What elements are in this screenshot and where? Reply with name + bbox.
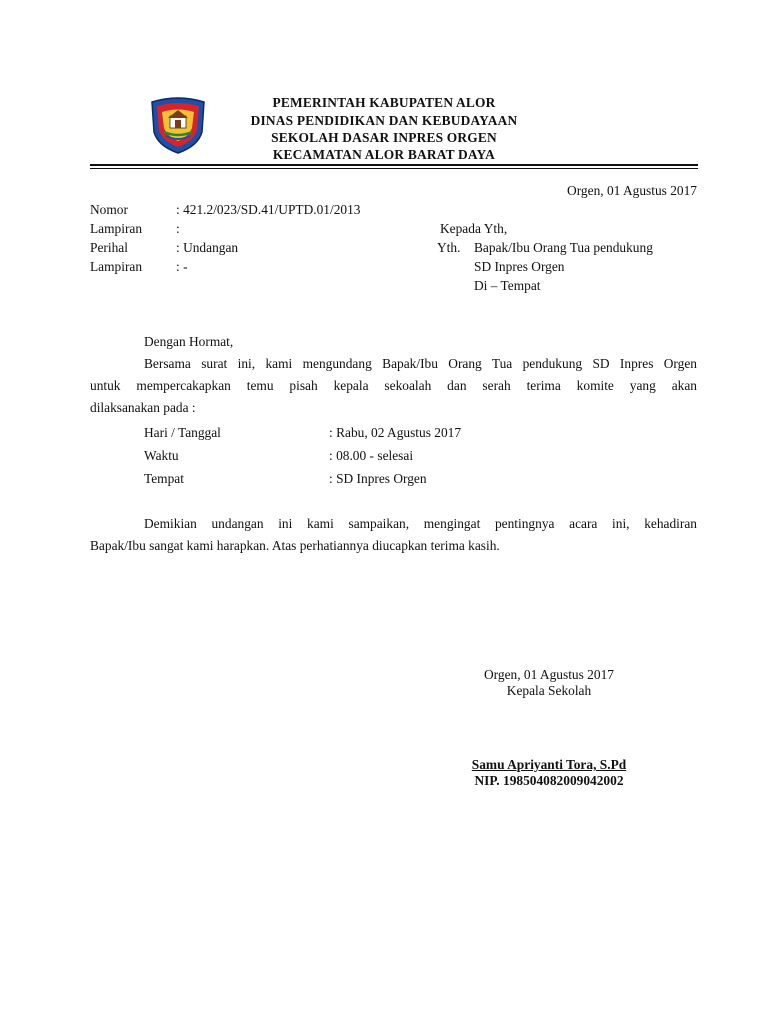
- recipient-line-1: Bapak/Ibu Orang Tua pendukung: [474, 240, 653, 255]
- meta-value-lampiran-2: : -: [176, 259, 188, 274]
- recipient-greeting: Kepada Yth,: [440, 221, 508, 236]
- paragraph-invitation: [90, 353, 697, 419]
- paragraph-2-line-1: Demikian undangan ini kami sampaikan, mengingat pentingnya acara ini, kehadiran: [144, 516, 697, 531]
- meta-label-nomor: Nomor: [90, 202, 128, 217]
- detail-label-date: Hari / Tanggal: [144, 425, 221, 440]
- signature-place-date: Orgen, 01 Agustus 2017: [484, 667, 614, 682]
- letterhead-line-1: PEMERINTAH KABUPATEN ALOR: [272, 95, 496, 110]
- recipient-yth-label: Yth.: [437, 240, 461, 255]
- signature-position: Kepala Sekolah: [506, 683, 592, 698]
- meta-value-lampiran: :: [176, 221, 180, 236]
- letterhead-line-2: DINAS PENDIDIKAN DAN KEBUDAYAAN: [250, 113, 518, 128]
- meta-value-perihal: : Undangan: [176, 240, 239, 255]
- detail-value-date: : Rabu, 02 Agustus 2017: [329, 425, 462, 440]
- paragraph-closing: [90, 513, 697, 557]
- letterhead-line-3: SEKOLAH DASAR INPRES ORGEN: [271, 130, 497, 145]
- letter-date: Orgen, 01 Agustus 2017: [567, 183, 697, 198]
- detail-value-time: : 08.00 - selesai: [329, 448, 414, 463]
- detail-label-time: Waktu: [144, 448, 179, 463]
- recipient-line-3: Di – Tempat: [474, 278, 541, 293]
- paragraph-1-line-3: dilaksanakan pada :: [90, 400, 196, 415]
- paragraph-1-line-1: Bersama surat ini, kami mengundang Bapak/Ibu Orang Tua pendukung SD Inpres Orgen: [144, 356, 697, 371]
- detail-label-place: Tempat: [144, 471, 184, 486]
- detail-value-place: : SD Inpres Orgen: [329, 471, 427, 486]
- signatory-nip: NIP. 198504082009042002: [474, 773, 624, 788]
- letterhead-divider: [90, 164, 698, 166]
- signatory-name: Samu Apriyanti Tora, S.Pd: [471, 757, 627, 772]
- letterhead-line-4: KECAMATAN ALOR BARAT DAYA: [272, 147, 496, 162]
- salutation: Dengan Hormat,: [144, 334, 234, 349]
- letterhead-divider-thin: [90, 168, 698, 169]
- recipient-line-2: SD Inpres Orgen: [474, 259, 565, 274]
- paragraph-2-line-2: Bapak/Ibu sangat kami harapkan. Atas perhatiannya diucapkan terima kasih.: [90, 538, 500, 553]
- meta-label-lampiran: Lampiran: [90, 221, 143, 236]
- meta-value-nomor: : 421.2/023/SD.41/UPTD.01/2013: [176, 202, 361, 217]
- meta-label-lampiran-2: Lampiran: [90, 259, 143, 274]
- paragraph-1-line-2: untuk mempercakapkan temu pisah kepala sekoalah dan serah terima komite yang akan: [90, 378, 697, 393]
- meta-label-perihal: Perihal: [90, 240, 128, 255]
